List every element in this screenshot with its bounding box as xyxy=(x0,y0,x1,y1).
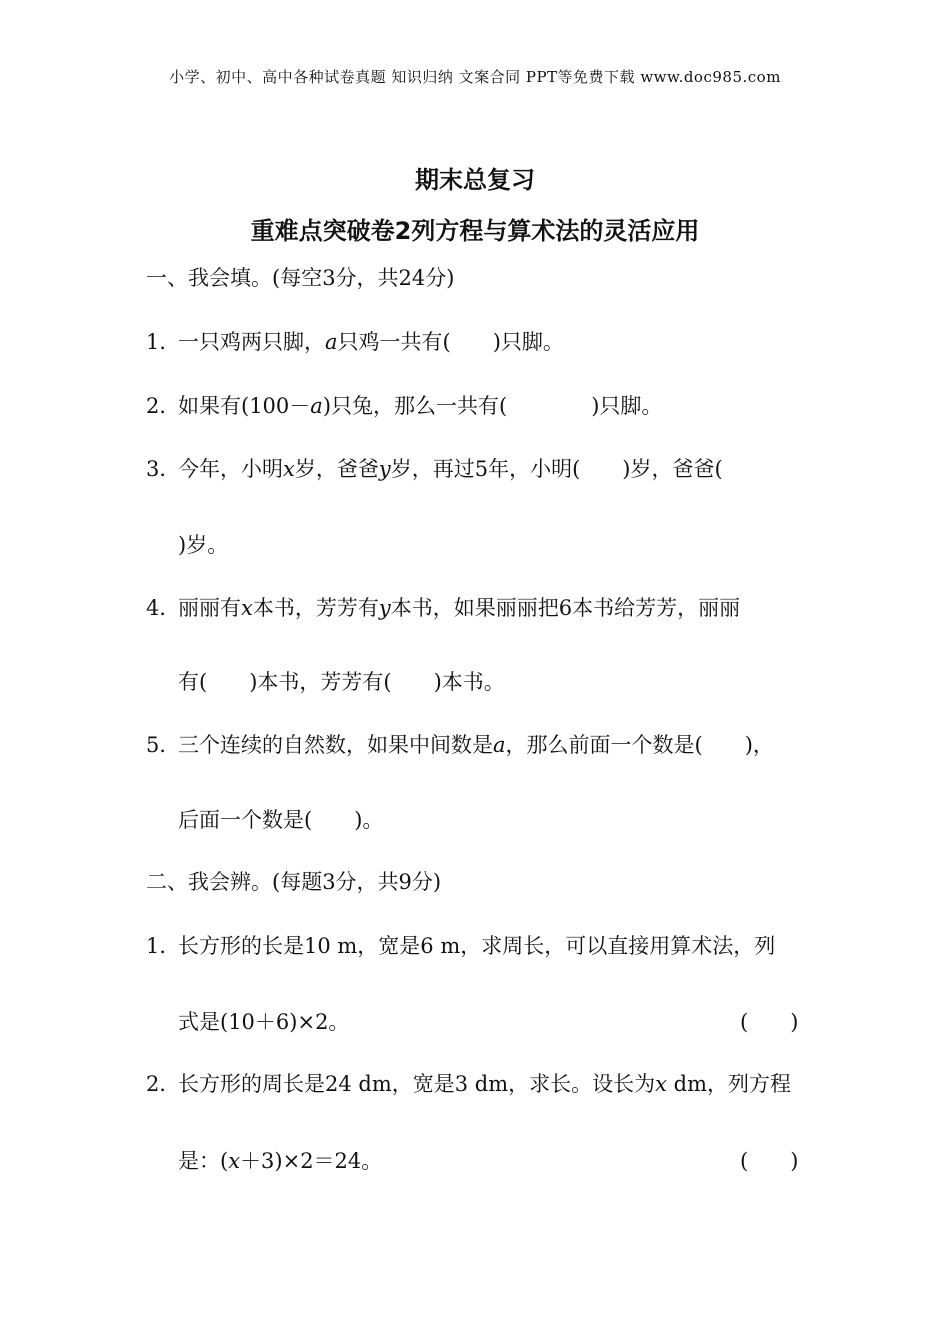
page-header: 小学、初中、高中各种试卷真题 知识归纳 文案合同 PPT等免费下载 www.doc985.com xyxy=(169,68,781,86)
s1-question-3-cont: )岁。 xyxy=(178,533,229,557)
s1-question-2: 2．如果有(100－a)只兔，那么一共有( )只脚。 xyxy=(146,390,662,420)
page-subtitle: 重难点突破卷2列方程与算术法的灵活应用 xyxy=(250,217,700,245)
s1-question-1: 1．一只鸡两只脚，a只鸡一共有( )只脚。 xyxy=(146,326,564,356)
question-number: 3． xyxy=(146,457,181,481)
question-number: 2． xyxy=(146,1072,181,1096)
s2-question-1-cont: 式是(10＋6)×2。 xyxy=(178,1010,350,1034)
s1-question-3: 3．今年，小明x岁，爸爸y岁，再过5年，小明( )岁，爸爸( xyxy=(146,453,723,483)
answer-parentheses: ( ) xyxy=(740,1010,799,1034)
s2-question-2-cont: 是：(x＋3)×2＝24。 xyxy=(178,1149,383,1173)
section1-heading: 一、我会填。(每空3分，共24分) xyxy=(146,266,455,290)
question-number: 2． xyxy=(146,394,181,418)
answer-parentheses: ( ) xyxy=(740,1149,799,1173)
question-number: 5． xyxy=(146,733,181,757)
question-number: 1． xyxy=(146,934,181,958)
question-number: 1． xyxy=(146,330,181,354)
section2-heading: 二、我会辨。(每题3分，共9分) xyxy=(146,870,442,894)
s1-question-5-cont: 后面一个数是( )。 xyxy=(178,808,384,832)
s1-question-5: 5．三个连续的自然数，如果中间数是a，那么前面一个数是( )， xyxy=(146,729,774,759)
s1-question-4: 4．丽丽有x本书，芳芳有y本书，如果丽丽把6本书给芳芳，丽丽 xyxy=(146,592,740,622)
question-number: 4． xyxy=(146,596,181,620)
s2-question-1: 1．长方形的长是10 m，宽是6 m，求周长，可以直接用算术法，列 xyxy=(146,930,775,960)
s1-question-4-cont: 有( )本书，芳芳有( )本书。 xyxy=(178,670,505,694)
page-title: 期末总复习 xyxy=(415,166,535,194)
s2-question-2: 2．长方形的周长是24 dm，宽是3 dm，求长。设长为x dm，列方程 xyxy=(146,1068,791,1098)
